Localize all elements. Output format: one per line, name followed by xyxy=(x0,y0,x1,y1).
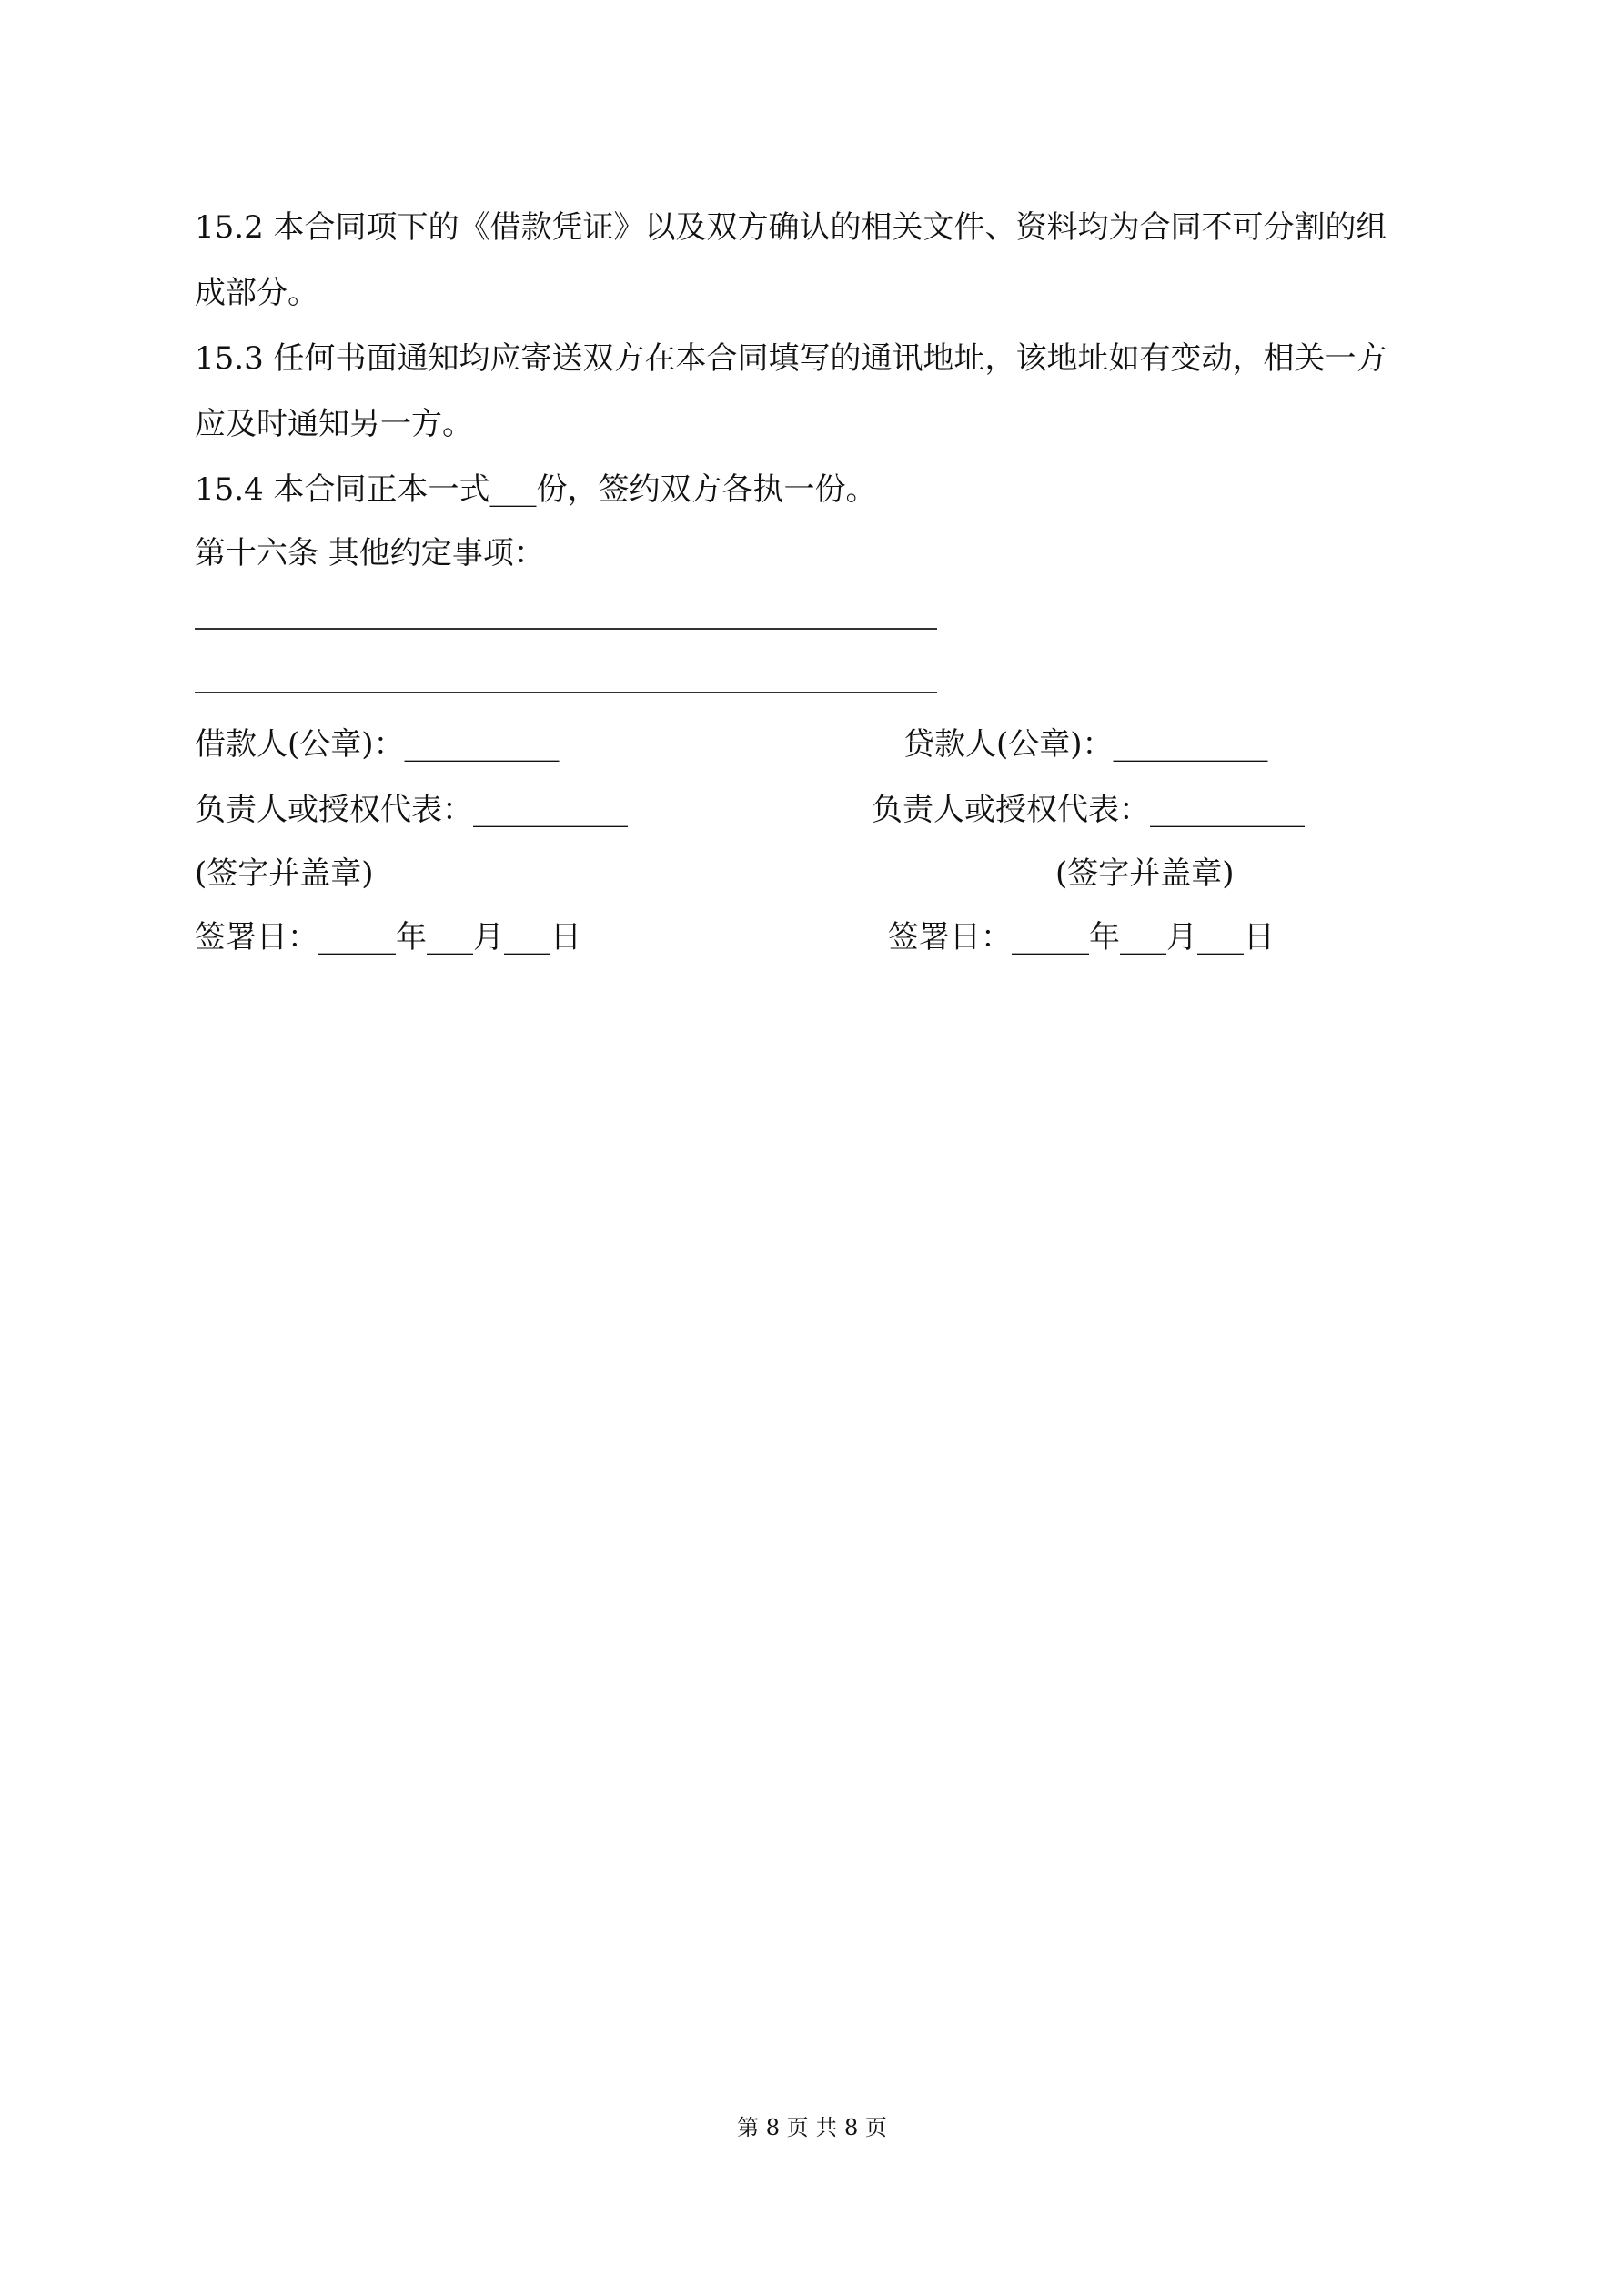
clause-15-2-line2: 成部分。 xyxy=(195,275,318,311)
clause-15-4: 15.4 本合同正本一式___份，签约双方各执一份。 xyxy=(195,471,877,508)
article-16-title: 第十六条 其他约定事项： xyxy=(195,535,545,571)
borrower-sign-date: 签署日：_____年___月___日 xyxy=(195,919,581,956)
blank-line-2 xyxy=(195,692,937,693)
blank-line-1 xyxy=(195,628,937,630)
borrower-seal: 借款人(公章)：__________ xyxy=(195,726,560,763)
clause-15-2-line1: 15.2 本合同项下的《借款凭证》以及双方确认的相关文件、资料均为合同不可分割的组 xyxy=(195,209,1387,246)
clause-15-3-line2: 应及时通知另一方。 xyxy=(195,406,473,442)
lender-seal: 贷款人(公章)：__________ xyxy=(903,726,1268,763)
clause-15-3-line1: 15.3 任何书面通知均应寄送双方在本合同填写的通讯地址，该地址如有变动，相关一方 xyxy=(195,340,1387,377)
page-number: 第 8 页 共 8 页 xyxy=(737,2115,887,2140)
lender-sign-date: 签署日：_____年___月___日 xyxy=(888,919,1275,956)
lender-sign-note: (签字并盖章) xyxy=(1055,855,1235,892)
lender-representative: 负责人或授权代表：__________ xyxy=(872,792,1305,828)
borrower-sign-note: (签字并盖章) xyxy=(195,855,374,892)
borrower-representative: 负责人或授权代表：__________ xyxy=(195,792,628,828)
